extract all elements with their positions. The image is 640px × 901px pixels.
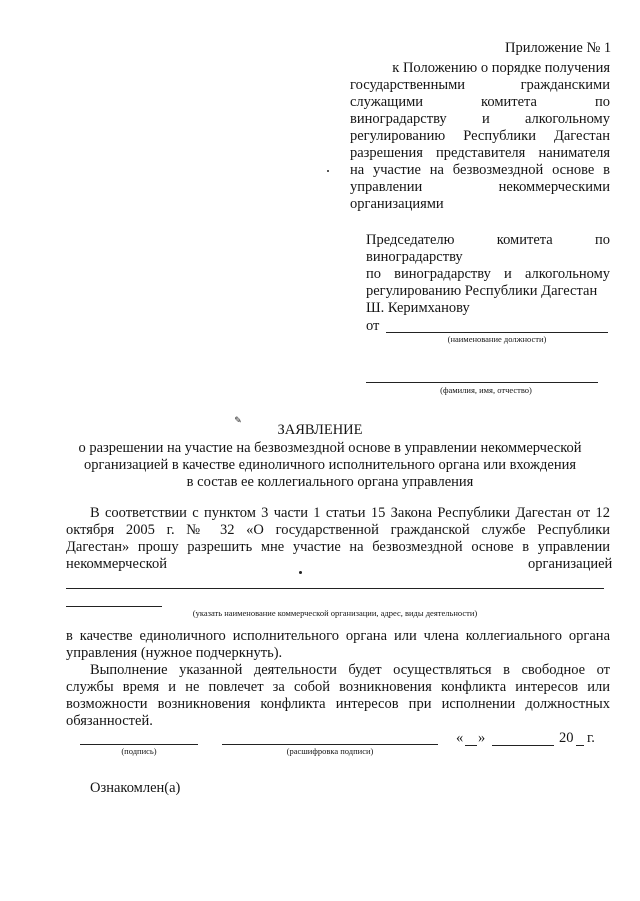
- appendix-line: разрешения представителя нанимателя: [350, 145, 610, 161]
- appendix-line: регулированию Республики Дагестан: [350, 128, 610, 144]
- date-month-line: [492, 745, 554, 746]
- appendix-block: [350, 60, 610, 213]
- scan-mark-icon: ✎: [234, 415, 242, 425]
- fullname-hint: (фамилия, имя, отчество): [440, 385, 532, 395]
- org-field-line-1: [66, 588, 604, 589]
- statement-title: ЗАЯВЛЕНИЕ: [277, 422, 363, 438]
- scan-speck: [327, 170, 329, 172]
- appendix-line: государственными гражданскими: [350, 77, 610, 93]
- scan-mark-area: [0, 403, 640, 425]
- body-p1-line-1: В соответствии с пунктом 3 части 1 статьи 15 Закона Республики Дагестан от 12: [90, 505, 610, 521]
- appendix-line: на участие на безвозмездной основе в: [350, 162, 610, 178]
- statement-subtitle-2: организацией в качестве единоличного исполнительного органа или вхождения: [83, 457, 577, 473]
- body-p2-line-2: управления (нужное подчеркнуть).: [66, 645, 283, 661]
- body-p3-line-3: возможности возникновения конфликта интересов при исполнении должностных: [66, 696, 610, 712]
- statement-subtitle-3: в состав ее коллегиального органа управления: [186, 474, 474, 490]
- decoding-hint: (расшифровка подписи): [286, 746, 374, 756]
- position-field-line: [386, 332, 608, 333]
- addressee-block: [366, 232, 610, 317]
- statement-subtitle-1: о разрешении на участие на безвозмездной основе в управлении некоммерческой: [78, 440, 582, 456]
- date-quote-close: »: [478, 730, 486, 746]
- appendix-line: к Положению о порядке получения: [392, 60, 610, 76]
- scan-dot: [299, 571, 302, 574]
- body-p1-line-3: Дагестан» прошу разрешить мне участие на безвозмездной основе в управлении: [66, 539, 610, 555]
- appendix-line: служащими комитета по: [350, 94, 610, 110]
- body-p1-line-2: октября 2005 г. № 32 «О государственной гражданской службе Республики: [66, 522, 610, 538]
- addressee-line-4: регулированию Республики Дагестан: [366, 283, 598, 299]
- body-p1-last-right: организацией: [528, 556, 613, 572]
- fullname-field-line: [366, 382, 598, 383]
- signature-field-line: [80, 744, 198, 745]
- body-p3-line-1: Выполнение указанной деятельности будет осуществляться в свободное от: [90, 662, 610, 678]
- appendix-title: Приложение № 1: [505, 40, 612, 56]
- org-field-line-2: [66, 606, 162, 607]
- date-year-prefix: 20: [559, 730, 574, 746]
- org-hint: (указать наименование коммерческой организации, адрес, виды деятельности): [192, 608, 478, 618]
- body-p3-last: обязанностей.: [66, 713, 153, 729]
- from-label: от: [366, 318, 380, 334]
- signature-hint: (подпись): [121, 746, 157, 756]
- body-p2-line-1: в качестве единоличного исполнительного органа или члена коллегиального органа: [66, 628, 610, 644]
- addressee-line-1: Председателю комитета по: [366, 232, 610, 248]
- appendix-line: виноградарству и алкогольному: [350, 111, 610, 127]
- date-year-line: [576, 745, 584, 746]
- position-hint: (наименование должности): [447, 334, 547, 344]
- addressee-line-3: по виноградарству и алкогольному: [366, 266, 610, 282]
- addressee-line-2: виноградарству: [366, 249, 463, 265]
- appendix-line: управлении некоммерческими: [350, 179, 610, 195]
- appendix-last-line: организациями: [350, 196, 444, 212]
- body-p3-line-2: службы время и не повлечет за собой возникновения конфликта интересов или: [66, 679, 610, 695]
- acknowledged-label: Ознакомлен(а): [90, 780, 181, 796]
- date-quote-open: «: [456, 730, 464, 746]
- decoding-field-line: [222, 744, 438, 745]
- date-year-suffix: г.: [587, 730, 595, 746]
- addressee-name: Ш. Керимханову: [366, 300, 470, 316]
- date-day-line: [465, 745, 477, 746]
- body-p1-last-left: некоммерческой: [66, 556, 167, 572]
